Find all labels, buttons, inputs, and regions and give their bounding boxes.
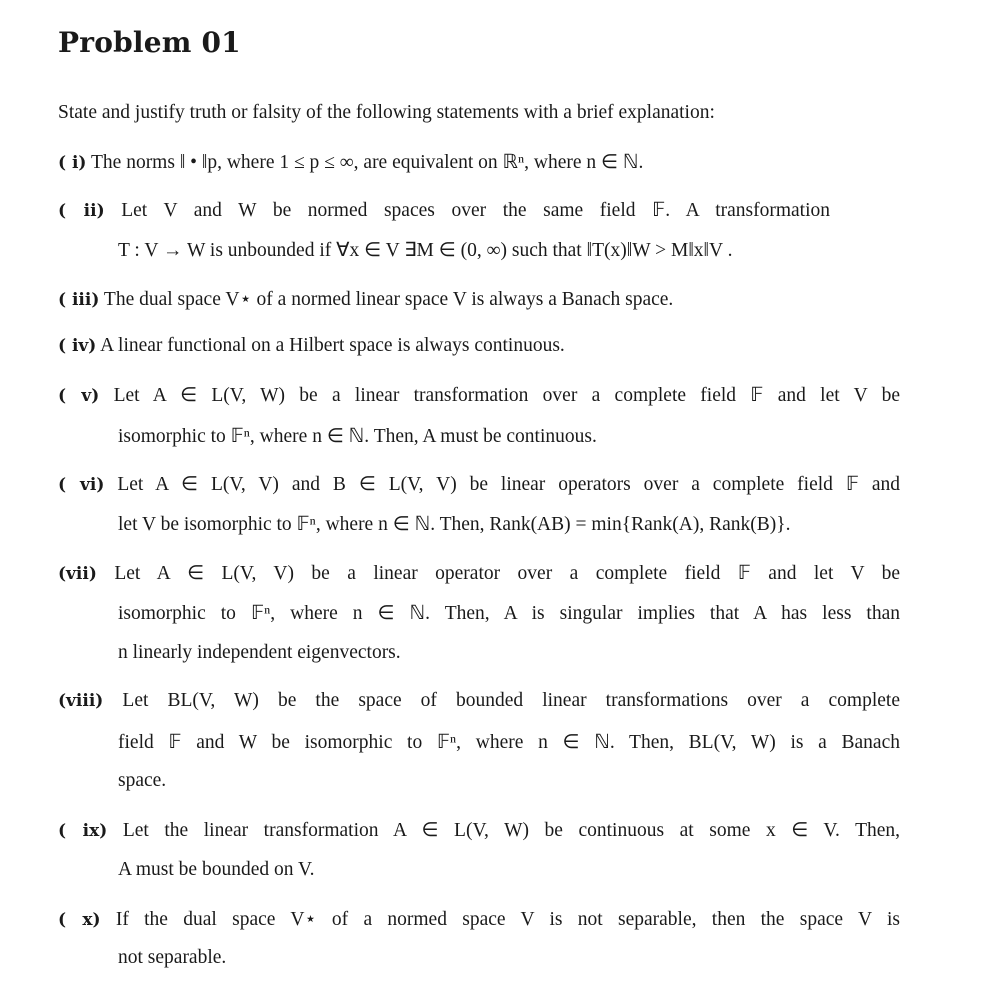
item-viii-cont: field 𝔽 and W be isomorphic to 𝔽ⁿ, where n ∈ ℕ. Then, BL(V, W) is a Banach	[118, 732, 900, 753]
item-v	[58, 383, 900, 407]
item-text: Let the linear transformation A ∈ L(V, W) be continuous at some x ∈ V. Then,	[122, 820, 901, 841]
item-viii-cont: space.	[118, 770, 167, 791]
item-ix	[58, 818, 900, 842]
item-vi-cont: let V be isomorphic to 𝔽ⁿ, where n ∈ ℕ. Then, Rank(AB) = min{Rank(A), Rank(B)}.	[118, 514, 791, 535]
item-label: ( vi)	[58, 475, 105, 495]
item-i	[58, 150, 643, 174]
intro-text: State and justify truth or falsity of the following statements with a brief explanation:	[58, 102, 715, 123]
item-text: The dual space V⋆ of a normed linear space V is always a Banach space.	[103, 289, 674, 310]
item-text: Let A ∈ L(V, V) be a linear operator over a complete field 𝔽 and let V be	[114, 563, 901, 584]
item-viii	[58, 690, 900, 712]
item-x-cont: not separable.	[118, 947, 227, 968]
item-text: If the dual space V⋆ of a normed space V is not separable, then the space V is	[115, 909, 901, 930]
item-label: ( ix)	[58, 821, 108, 841]
item-ix-cont: A must be bounded on V.	[118, 859, 315, 880]
item-label: ( iv)	[58, 336, 97, 356]
item-label: ( v)	[58, 386, 100, 406]
item-label: ( iii)	[58, 290, 100, 310]
item-text: A linear functional on a Hilbert space is always continuous.	[100, 335, 565, 356]
item-vii	[58, 561, 900, 585]
item-ii-cont: T : V → W is unbounded if ∀x ∈ V ∃M ∈ (0, ∞) such that ‖T(x)‖W > M‖x‖V .	[118, 240, 733, 261]
item-iv	[58, 335, 565, 357]
item-iii	[58, 287, 673, 311]
item-ii	[58, 198, 830, 222]
item-text: The norms ‖ • ‖p, where 1 ≤ p ≤ ∞, are equivalent on ℝⁿ, where n ∈ ℕ.	[91, 152, 644, 173]
item-label: ( ii)	[58, 201, 105, 221]
item-vii-cont: isomorphic to 𝔽ⁿ, where n ∈ ℕ. Then, A is singular implies that A has less than	[118, 603, 900, 624]
item-x	[58, 907, 900, 931]
item-text: Let V and W be normed spaces over the same field 𝔽. A transformation	[121, 200, 831, 221]
item-label: (viii)	[58, 691, 104, 711]
page-title: Problem 01	[58, 26, 241, 59]
item-text: Let BL(V, W) be the space of bounded linear transformations over a complete	[122, 690, 900, 711]
item-label: ( i)	[58, 153, 87, 173]
item-label: ( x)	[58, 910, 101, 930]
item-v-cont: isomorphic to 𝔽ⁿ, where n ∈ ℕ. Then, A must be continuous.	[118, 426, 597, 447]
item-vi	[58, 472, 900, 496]
item-text: Let A ∈ L(V, W) be a linear transformation over a complete field 𝔽 and let V be	[113, 385, 900, 406]
item-vii-cont: n linearly independent eigenvectors.	[118, 642, 401, 663]
item-text: Let A ∈ L(V, V) and B ∈ L(V, V) be linear operators over a complete field 𝔽 and	[117, 474, 901, 495]
item-label: (vii)	[58, 564, 97, 584]
